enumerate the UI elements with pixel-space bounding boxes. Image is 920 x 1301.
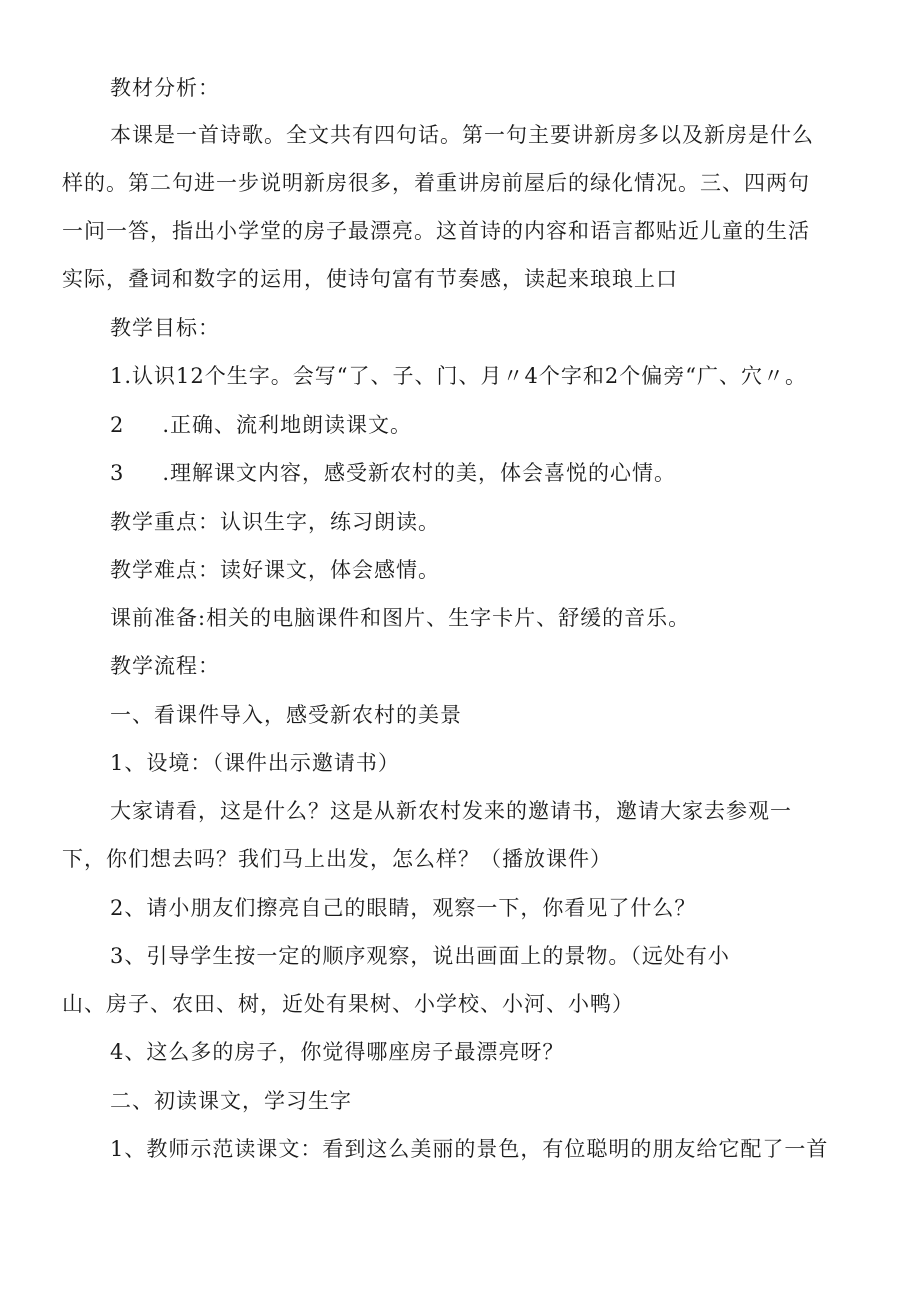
section-1-item-3-line: 山、房子、农田、树，近处有果树、小学校、小河、小鸭） <box>62 992 634 1016</box>
section-1-item-2: 2、请小朋友们擦亮自己的眼睛，观察一下，你看见了什么？ <box>110 896 697 920</box>
section-1-paragraph-line: 大家请看，这是什么？这是从新农村发来的邀请书，邀请大家去参观一 <box>110 799 792 823</box>
goal-item-3 <box>110 458 910 488</box>
goal-number: 2 <box>110 413 125 437</box>
goal-text: .正确、流利地朗读课文。 <box>162 413 413 437</box>
preparation: 课前准备:相关的电脑课件和图片、生字卡片、舒缓的音乐。 <box>110 606 691 630</box>
section-1-item-1: 1、设境：（课件出示邀请书） <box>110 751 400 775</box>
goal-text: .理解课文内容，感受新农村的美，体会喜悦的心情。 <box>162 461 677 485</box>
analysis-paragraph-line: 本课是一首诗歌。全文共有四句话。第一句主要讲新房多以及新房是什么 <box>110 123 814 147</box>
section-1-paragraph-line: 下，你们想去吗？我们马上出发，怎么样？（播放课件） <box>62 847 612 871</box>
section-heading-2: 二、初读课文，学习生字 <box>110 1089 352 1113</box>
goal-item-1: 1.认识12个生字。会写“了、子、门、月〃4个字和2个偏旁“广、穴〃。 <box>110 364 807 388</box>
analysis-paragraph-line: 实际，叠词和数字的运用，使诗句富有节奏感，读起来琅琅上口 <box>62 267 678 291</box>
analysis-paragraph-line: 样的。第二句进一步说明新房很多，着重讲房前屋后的绿化情况。三、四两句 <box>62 171 810 195</box>
difficulty-point: 教学难点：读好课文，体会感情。 <box>110 558 440 582</box>
analysis-paragraph-line: 一问一答，指出小学堂的房子最漂亮。这首诗的内容和语言都贴近儿童的生活 <box>62 219 810 243</box>
heading-teaching-goals: 教学目标： <box>110 316 220 340</box>
section-2-item-1: 1、教师示范读课文：看到这么美丽的景色，有位聪明的朋友给它配了一首 <box>110 1137 829 1161</box>
goal-number: 3 <box>110 461 125 485</box>
heading-textbook-analysis: 教材分析： <box>110 76 220 100</box>
key-point: 教学重点：认识生字，练习朗读。 <box>110 510 440 534</box>
section-heading-1: 一、看课件导入，感受新农村的美景 <box>110 703 462 727</box>
section-1-item-4: 4、这么多的房子，你觉得哪座房子最漂亮呀？ <box>110 1040 565 1064</box>
goal-item-2 <box>110 410 910 440</box>
section-1-item-3-line: 3、引导学生按一定的顺序观察，说出画面上的景物。（远处有小 <box>110 944 730 968</box>
heading-teaching-process: 教学流程： <box>110 654 220 678</box>
